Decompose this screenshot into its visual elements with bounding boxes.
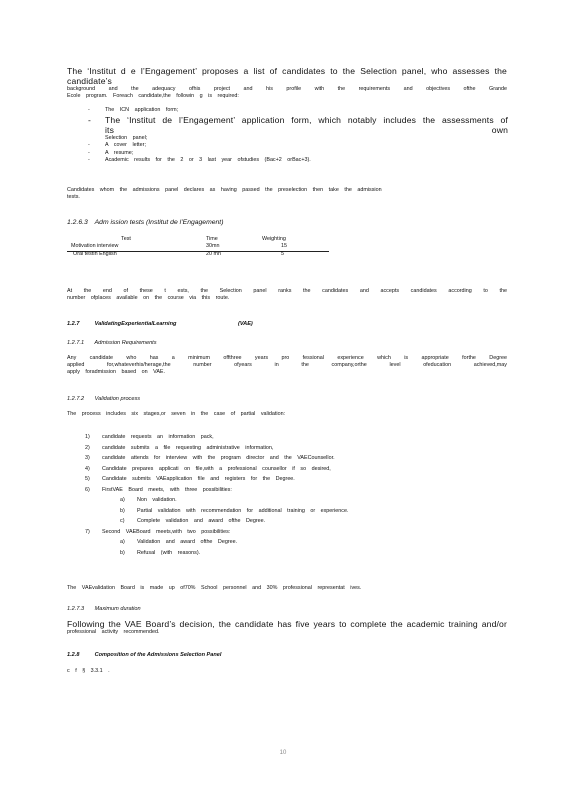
paragraph-line: number ofplaces available on the course via this route. [67, 295, 230, 302]
intro-line: The ‘Institut d e l’Engagement’ proposes a list of candidates to the Selection panel, who assesses the candidate’s [67, 66, 507, 86]
cell-time: 20 mn [206, 251, 221, 257]
section-heading-1263 [67, 219, 507, 227]
list-item: - Academic results for the 2 or 3 last year ofstudies (Bac+2 orBac+3). [88, 157, 508, 164]
paragraph-line: Candidates whom the admissions panel declares as having passed the preselection then take the admission [67, 187, 382, 193]
paragraph-line: At the end of these t ests, the Selection panel ranks the candidates and accepts candidates according to the [67, 288, 507, 294]
board-paragraph: The VAEvalidation Board is made up of70% School personnel and 30% professional representat ives. [67, 585, 362, 591]
process-intro: The process includes six stages,or seven in the case of partial validation: [67, 411, 286, 417]
section-title: Composition of the Admissions Selection Panel [94, 652, 222, 658]
section-heading-1272 [67, 395, 507, 403]
header-weighting: Weighting [262, 236, 286, 242]
table-row [67, 251, 329, 258]
list-subitem: c) Complete validation and award ofthe Degree. [120, 518, 266, 524]
paragraph-line: applied for,whateverhis/herage,the number ofyears in the company,orthe level ofeducation achieved,may [67, 362, 507, 369]
section-title: Admission Requirements [94, 340, 157, 346]
list-item-continuation: Selection panel; [105, 135, 148, 142]
section-number: 1.2.7.1 [67, 340, 85, 346]
process-steps [85, 432, 505, 558]
intro-paragraph [67, 66, 507, 100]
list-subitem: a) Validation and award ofthe Degree. [120, 539, 238, 545]
list-item: - The ‘Institut de l’Engagement’ application form, which notably includes the assessments of its own [88, 115, 508, 135]
paragraph-line: Any candidate who has a minimum offthree years pro fessional experience which is appropriate forthe Degree [67, 355, 507, 361]
section-heading-127 [67, 320, 507, 328]
intro-line: background and the adequacy ofhis project and his profile with the requirements and objectives ofthe Grande [67, 86, 507, 92]
requirements-paragraph [67, 355, 507, 377]
cell-test: Motivation interview [71, 243, 119, 249]
section-number: 1.2.8 [67, 652, 80, 658]
list-item: 4) Candidate prepares applicati on file,with a professional counsellor if so desired, [85, 465, 331, 472]
list-subitem: b) Partial validation with recommendation for additional training or experience. [120, 507, 349, 514]
list-item: 6) FirstVAE Board meets, with three possibilities: [85, 486, 232, 493]
list-item: 5) Candidate submits VAEapplication file and registers for the Degree. [85, 476, 295, 482]
section-title: Maximum duration [94, 606, 141, 612]
section-abbreviation: (VAE) [237, 321, 253, 327]
list-item: 7) Second VAEBoard meets,with two possibilities: [85, 528, 231, 535]
required-items-list [88, 107, 508, 164]
cell-test: Oral testin English [73, 251, 117, 257]
list-item: - A cover letter; [88, 142, 508, 149]
list-item: - A resume; [88, 150, 508, 157]
section-heading-128 [67, 651, 507, 659]
list-item: 3) candidate attends for interview with the program director and the VAECounsellor. [85, 455, 335, 461]
paragraph-line: Following the VAE Board’s decision, the candidate has five years to complete the academic training and/or [67, 619, 507, 629]
paragraph-line: apply foradmission based on VAE. [67, 369, 166, 376]
section-title: Adm ission tests (Institut de l’Engagement) [94, 219, 224, 226]
section-number: 1.2.7.3 [67, 606, 85, 612]
intro-line: Ecole program. Foreach candidate,the followin g is required: [67, 93, 239, 100]
section-heading-1271 [67, 339, 507, 347]
list-item: - The ICN application form; [88, 107, 508, 114]
list-subitem: b) Refusal (with reasons). [120, 549, 201, 556]
header-test: Test [121, 236, 131, 242]
cell-weighting: 5 [281, 251, 284, 257]
section-title: ValidatingExperientialLearning [94, 321, 177, 327]
list-subitem: a) Non validation. [120, 497, 177, 503]
cross-reference: c f § 3.3.1 . [67, 668, 110, 674]
section-number: 1.2.6.3 [67, 219, 88, 226]
section-number: 1.2.7 [67, 321, 80, 327]
paragraph-line: professional activity recommended. [67, 629, 160, 635]
duration-paragraph [67, 619, 507, 636]
section-number: 1.2.7.2 [67, 396, 85, 402]
section-heading-1273 [67, 605, 507, 613]
cell-time: 30mn [206, 243, 220, 249]
table-header-row [67, 236, 329, 243]
ranking-paragraph [67, 288, 507, 302]
list-item: 1) candidate requests an information pack, [85, 434, 214, 440]
section-title: Validation process [94, 396, 141, 402]
header-time: Time [206, 236, 218, 242]
paragraph-line: tests. [67, 194, 80, 201]
candidates-paragraph [67, 187, 507, 201]
list-item: 2) candidate submits a file requesting administrative information, [85, 444, 274, 451]
admission-tests-table [67, 236, 329, 258]
table-row [67, 243, 329, 250]
page-number: 10 [279, 750, 287, 756]
cell-weighting: 15 [281, 243, 287, 249]
